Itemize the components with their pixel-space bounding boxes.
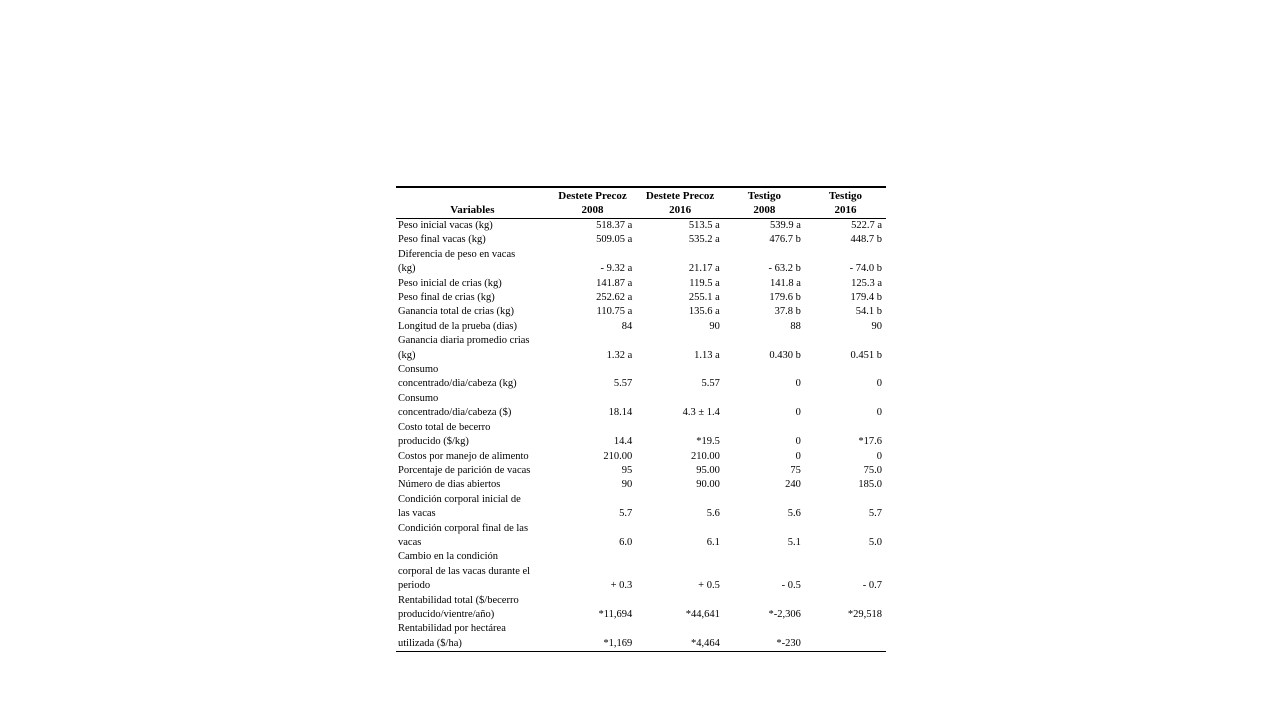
row-value-testigo_2016: 179.4 b [850,292,882,304]
row-variable-label [396,464,549,478]
row-value-destete_precoz_2008: 18.14 [608,407,633,419]
row-value-testigo_2016: 0 [876,378,882,390]
row-value-testigo_2016: 125.3 a [851,277,882,289]
row-value-testigo_2008: 0 [795,407,801,419]
table-row [396,305,886,319]
table-row [396,622,886,651]
row-value-testigo_2008: 0 [795,450,801,462]
column-header-destete-precoz-2008-line-2: 2008 [581,203,604,216]
row-variable-label [396,363,549,392]
row-value-testigo_2008: 141.8 a [769,277,801,289]
table-row [396,464,886,478]
row-variable-label [396,233,549,247]
comparison-table [396,186,886,652]
table-header-row [396,187,886,219]
row-variable-label-line: concentrado/dia/cabeza ($) [398,407,512,419]
row-variable-label [396,450,549,464]
row-variable-label [396,522,549,551]
table-row [396,478,886,492]
row-variable-label [396,305,549,319]
row-variable-label [396,248,549,277]
table-row [396,277,886,291]
row-value-destete_precoz_2016: 21.17 a [688,263,720,275]
row-variable-label [396,277,549,291]
row-value-testigo_2016: 0 [876,450,882,462]
row-value-destete_precoz_2008: - 9.32 a [600,263,633,275]
row-variable-label-line: Condición corporal final de las [398,522,529,534]
row-value-destete_precoz_2008: 84 [621,320,633,332]
row-value-destete_precoz_2016: 95.00 [696,464,720,476]
column-header-destete-precoz-2016-line-1: Destete Precoz [645,190,715,202]
column-header-destete-precoz-2008-line-1: Destete Precoz [558,190,627,202]
row-variable-label-line: Cambio en la condición [398,551,499,563]
row-variable-label-line: producido/vientre/año) [398,608,495,620]
row-variable-label-line: Longitud de la prueba (dias) [398,320,517,332]
row-variable-label [396,219,549,234]
row-variable-label-line: Ganancia diaria promedio crias [398,335,530,347]
column-header-testigo-2008-line-1: Testigo [747,190,781,202]
row-variable-label-line: las vacas [398,508,436,520]
row-value-testigo_2008: *-2,306 [768,608,801,620]
row-value-destete_precoz_2016: 5.6 [706,508,720,520]
row-value-testigo_2008: 75 [790,464,801,476]
row-value-destete_precoz_2008: 90 [621,479,633,491]
row-variable-label-line: periodo [398,580,431,592]
table-row [396,248,886,277]
row-variable-label [396,622,549,651]
table-row [396,291,886,305]
row-variable-label-line: Costo total de becerro [398,421,491,433]
column-header-destete-precoz-2008 [549,187,637,219]
column-header-testigo-2016-line-2: 2016 [834,203,857,216]
row-variable-label-line: Costos por manejo de alimento [398,450,529,462]
column-header-variables-line-1: Variables [450,203,495,216]
row-value-testigo_2016: 54.1 b [855,306,882,318]
row-value-testigo_2016: 90 [871,320,882,332]
column-header-testigo-2008-line-2: 2008 [753,203,776,216]
row-value-destete_precoz_2016: 90 [709,320,720,332]
row-value-destete_precoz_2008: 6.0 [619,536,633,548]
row-value-testigo_2008: 5.6 [787,508,801,520]
row-value-testigo_2016: - 0.7 [862,580,882,592]
row-value-destete_precoz_2008: 252.62 a [596,292,633,304]
table-row [396,594,886,623]
row-value-destete_precoz_2008: *11,694 [598,608,633,620]
row-value-testigo_2016: *29,518 [847,608,882,620]
row-variable-label-line: Número de dias abiertos [398,479,501,491]
table-row [396,450,886,464]
row-value-testigo_2016: 522.7 a [851,220,882,231]
row-value-testigo_2008: 5.1 [787,536,801,548]
row-value-testigo_2016: 185.0 [858,479,882,491]
row-value-testigo_2008: 539.9 a [769,220,801,231]
row-value-testigo_2016: 448.7 b [850,234,882,246]
table-row [396,363,886,392]
row-value-testigo_2008: - 0.5 [781,580,801,592]
column-header-destete-precoz-2016 [636,187,724,219]
row-value-testigo_2008: 179.6 b [769,292,801,304]
row-variable-label-line: Peso inicial vacas (kg) [398,220,493,231]
row-value-testigo_2008: 37.8 b [774,306,801,318]
row-value-destete_precoz_2008: 110.75 a [596,306,633,318]
row-variable-label [396,421,549,450]
row-value-destete_precoz_2008: 210.00 [603,450,633,462]
row-variable-label [396,291,549,305]
row-value-destete_precoz_2008: 5.7 [619,508,633,520]
row-value-destete_precoz_2008: 95 [621,464,633,476]
table-row [396,334,886,363]
row-value-testigo_2016 [805,622,886,651]
column-header-testigo-2008 [724,187,805,219]
data-table-container [396,186,886,652]
row-variable-label-line: concentrado/dia/cabeza (kg) [398,378,517,390]
row-variable-label-line: Condición corporal inicial de [398,493,521,505]
row-variable-label [396,392,549,421]
row-variable-label-line: Rentabilidad por hectárea [398,623,506,635]
row-variable-label-line: Ganancia total de crias (kg) [398,306,515,318]
row-value-destete_precoz_2016: *19.5 [696,436,720,448]
row-value-destete_precoz_2016: 1.13 a [694,349,720,361]
table-row [396,392,886,421]
column-header-testigo-2016 [805,187,886,219]
row-variable-label [396,594,549,623]
row-value-destete_precoz_2008: 518.37 a [596,220,633,231]
row-value-destete_precoz_2016: + 0.5 [698,580,720,592]
table-header [396,187,886,219]
row-value-testigo_2008: 88 [790,320,801,332]
row-value-testigo_2008: 476.7 b [769,234,801,246]
row-value-destete_precoz_2016: 255.1 a [688,292,720,304]
row-variable-label-line: Consumo [398,392,439,404]
row-value-destete_precoz_2016: 119.5 a [689,277,720,289]
table-row [396,219,886,234]
row-value-destete_precoz_2016: *44,641 [685,608,720,620]
row-value-testigo_2008: 0 [795,436,801,448]
row-variable-label-line: corporal de las vacas durante el [398,565,531,577]
row-variable-label-line: Consumo [398,364,439,376]
column-header-destete-precoz-2016-line-2: 2016 [669,203,692,216]
row-variable-label [396,334,549,363]
table-row [396,421,886,450]
row-value-destete_precoz_2008: 509.05 a [596,234,633,246]
row-variable-label-line: Diferencia de peso en vacas [398,248,516,260]
row-value-testigo_2016: 5.0 [868,536,882,548]
row-value-destete_precoz_2016: 135.6 a [688,306,720,318]
column-header-variables [396,187,549,219]
row-value-destete_precoz_2008: 14.4 [613,436,633,448]
table-row [396,320,886,334]
table-row [396,550,886,593]
row-value-destete_precoz_2016: *4,464 [636,622,724,651]
column-header-testigo-2016-line-1: Testigo [828,190,863,202]
row-variable-label [396,493,549,522]
row-value-destete_precoz_2008: 1.32 a [606,349,633,361]
row-value-destete_precoz_2016: 513.5 a [688,220,720,231]
row-value-destete_precoz_2016: 90.00 [696,479,720,491]
row-variable-label-line: Peso final vacas (kg) [398,234,486,246]
row-variable-label-line: Porcentaje de parición de vacas [398,464,531,476]
row-variable-label-line: producido ($/kg) [398,436,469,448]
row-variable-label-line: Peso final de crias (kg) [398,292,495,304]
row-value-destete_precoz_2016: 535.2 a [688,234,720,246]
table-row [396,493,886,522]
row-variable-label-line: Peso inicial de crias (kg) [398,277,502,289]
row-value-testigo_2016: *17.6 [858,436,882,448]
row-value-testigo_2008: *-230 [724,622,805,651]
row-variable-label [396,478,549,492]
row-value-destete_precoz_2008: *1,169 [549,622,637,651]
row-value-testigo_2008: 0 [795,378,801,390]
row-variable-label-line: (kg) [398,263,416,275]
row-value-destete_precoz_2008: 5.57 [613,378,633,390]
row-variable-label-line: (kg) [398,349,416,361]
row-variable-label-line: utilizada ($/ha) [398,637,462,649]
row-value-testigo_2016: 5.7 [868,508,882,520]
row-value-destete_precoz_2016: 210.00 [690,450,720,462]
row-value-destete_precoz_2016: 4.3 ± 1.4 [682,407,720,419]
row-value-testigo_2008: 240 [785,479,801,491]
table-row [396,233,886,247]
row-value-testigo_2016: - 74.0 b [849,263,882,275]
row-value-testigo_2016: 0 [876,407,882,419]
row-variable-label-line: Rentabilidad total ($/becerro [398,594,519,606]
row-value-testigo_2016: 0.451 b [850,349,882,361]
row-value-destete_precoz_2016: 5.57 [701,378,720,390]
row-value-destete_precoz_2016: 6.1 [706,536,720,548]
row-value-testigo_2016: 75.0 [863,464,882,476]
row-value-testigo_2008: - 63.2 b [768,263,801,275]
row-value-testigo_2008: 0.430 b [769,349,801,361]
table-row [396,522,886,551]
row-value-destete_precoz_2008: + 0.3 [610,580,633,592]
row-variable-label [396,320,549,334]
row-value-destete_precoz_2008: 141.87 a [596,277,633,289]
row-variable-label [396,550,549,593]
row-variable-label-line: vacas [398,536,422,548]
table-body [396,219,886,652]
